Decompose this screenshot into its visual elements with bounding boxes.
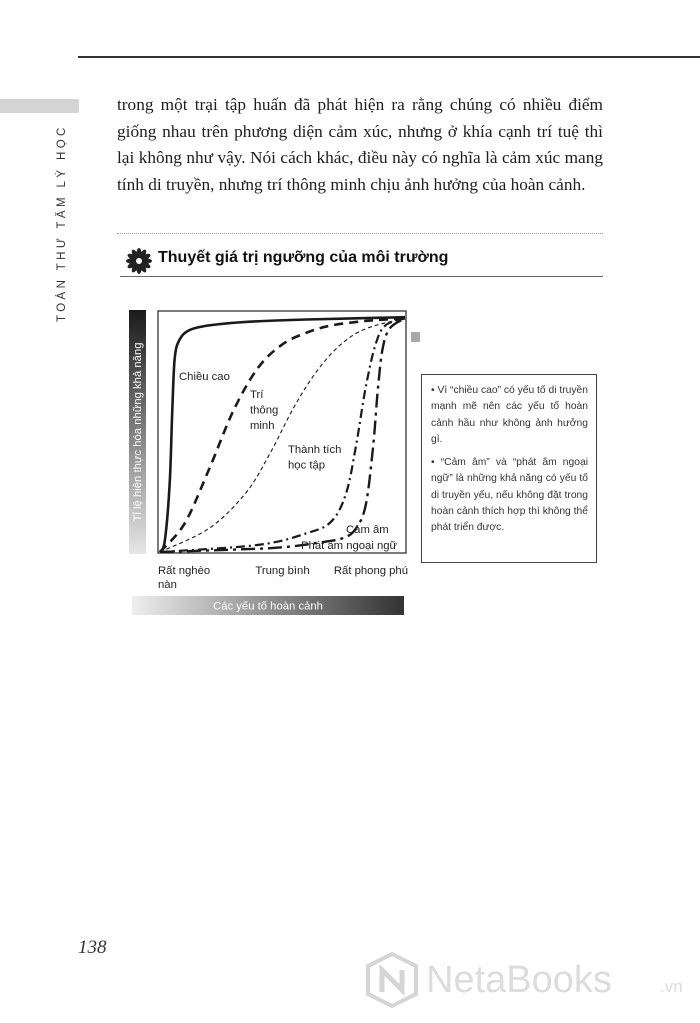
watermark-suffix: .vn <box>660 977 683 996</box>
side-tab-marker <box>0 99 79 113</box>
running-header: TOÀN THƯ TÂM LÝ HỌC <box>56 124 68 322</box>
body-paragraph: trong một trại tập huấn đã phát hiện ra rằng chúng có nhiều điểm giống nhau trên phương diện cảm xúc, nhưng ở khía cạnh trí tuệ thì lại không như vậy. Nói cách khác, điều này có nghĩa là cảm xúc mang tính di truyền, nhưng trí thông minh chịu ảnh hưởng của hoàn cảnh. <box>117 95 603 194</box>
section-title: Thuyết giá trị ngưỡng của môi trường <box>158 249 449 266</box>
series-label-1: Chiều cao <box>179 371 230 383</box>
series-label-2: Trí thông minh <box>250 389 279 432</box>
top-rule <box>78 56 700 58</box>
watermark-text: NetaBooks <box>426 959 612 1001</box>
x-tick-layer <box>158 565 408 591</box>
threshold-chart <box>120 300 420 620</box>
note-item-music: • “Cảm âm” và “phát âm ngoại ngữ” là những khả năng có yếu tố di truyền yếu, nếu không đặt trong hoàn cảnh thích hợp thì không thể phát triển được. <box>431 457 588 534</box>
series-label-3: Thành tích học tập <box>288 444 342 472</box>
x-tick-label-1: Rất nghèo nàn <box>158 565 211 591</box>
section-heading <box>120 246 603 277</box>
x-axis-label: Các yếu tố hoàn cảnh <box>213 600 323 613</box>
dotted-divider <box>117 233 603 234</box>
plot-frame <box>158 311 406 553</box>
note-box <box>421 374 597 563</box>
x-tick-label-3: Rất phong phú <box>333 565 408 577</box>
x-tick-label-2: Trung bình <box>255 565 310 577</box>
y-axis-label: Tỉ lệ hiện thực hóa những khả năng <box>132 342 144 522</box>
page-number: 138 <box>78 937 107 958</box>
series-label-5: Phát âm ngoại ngữ <box>301 540 398 552</box>
watermark <box>362 948 692 1014</box>
series-label-4: Cảm âm <box>346 524 389 536</box>
netabooks-logo-icon <box>368 954 416 1006</box>
flower-icon <box>125 248 153 274</box>
note-item-height: • Vì “chiều cao” có yếu tố di truyền mạnh mẽ nên các yếu tố hoàn cảnh hầu như không ảnh hưởng gì. <box>431 385 588 445</box>
arrow-to-note-icon <box>411 332 420 363</box>
